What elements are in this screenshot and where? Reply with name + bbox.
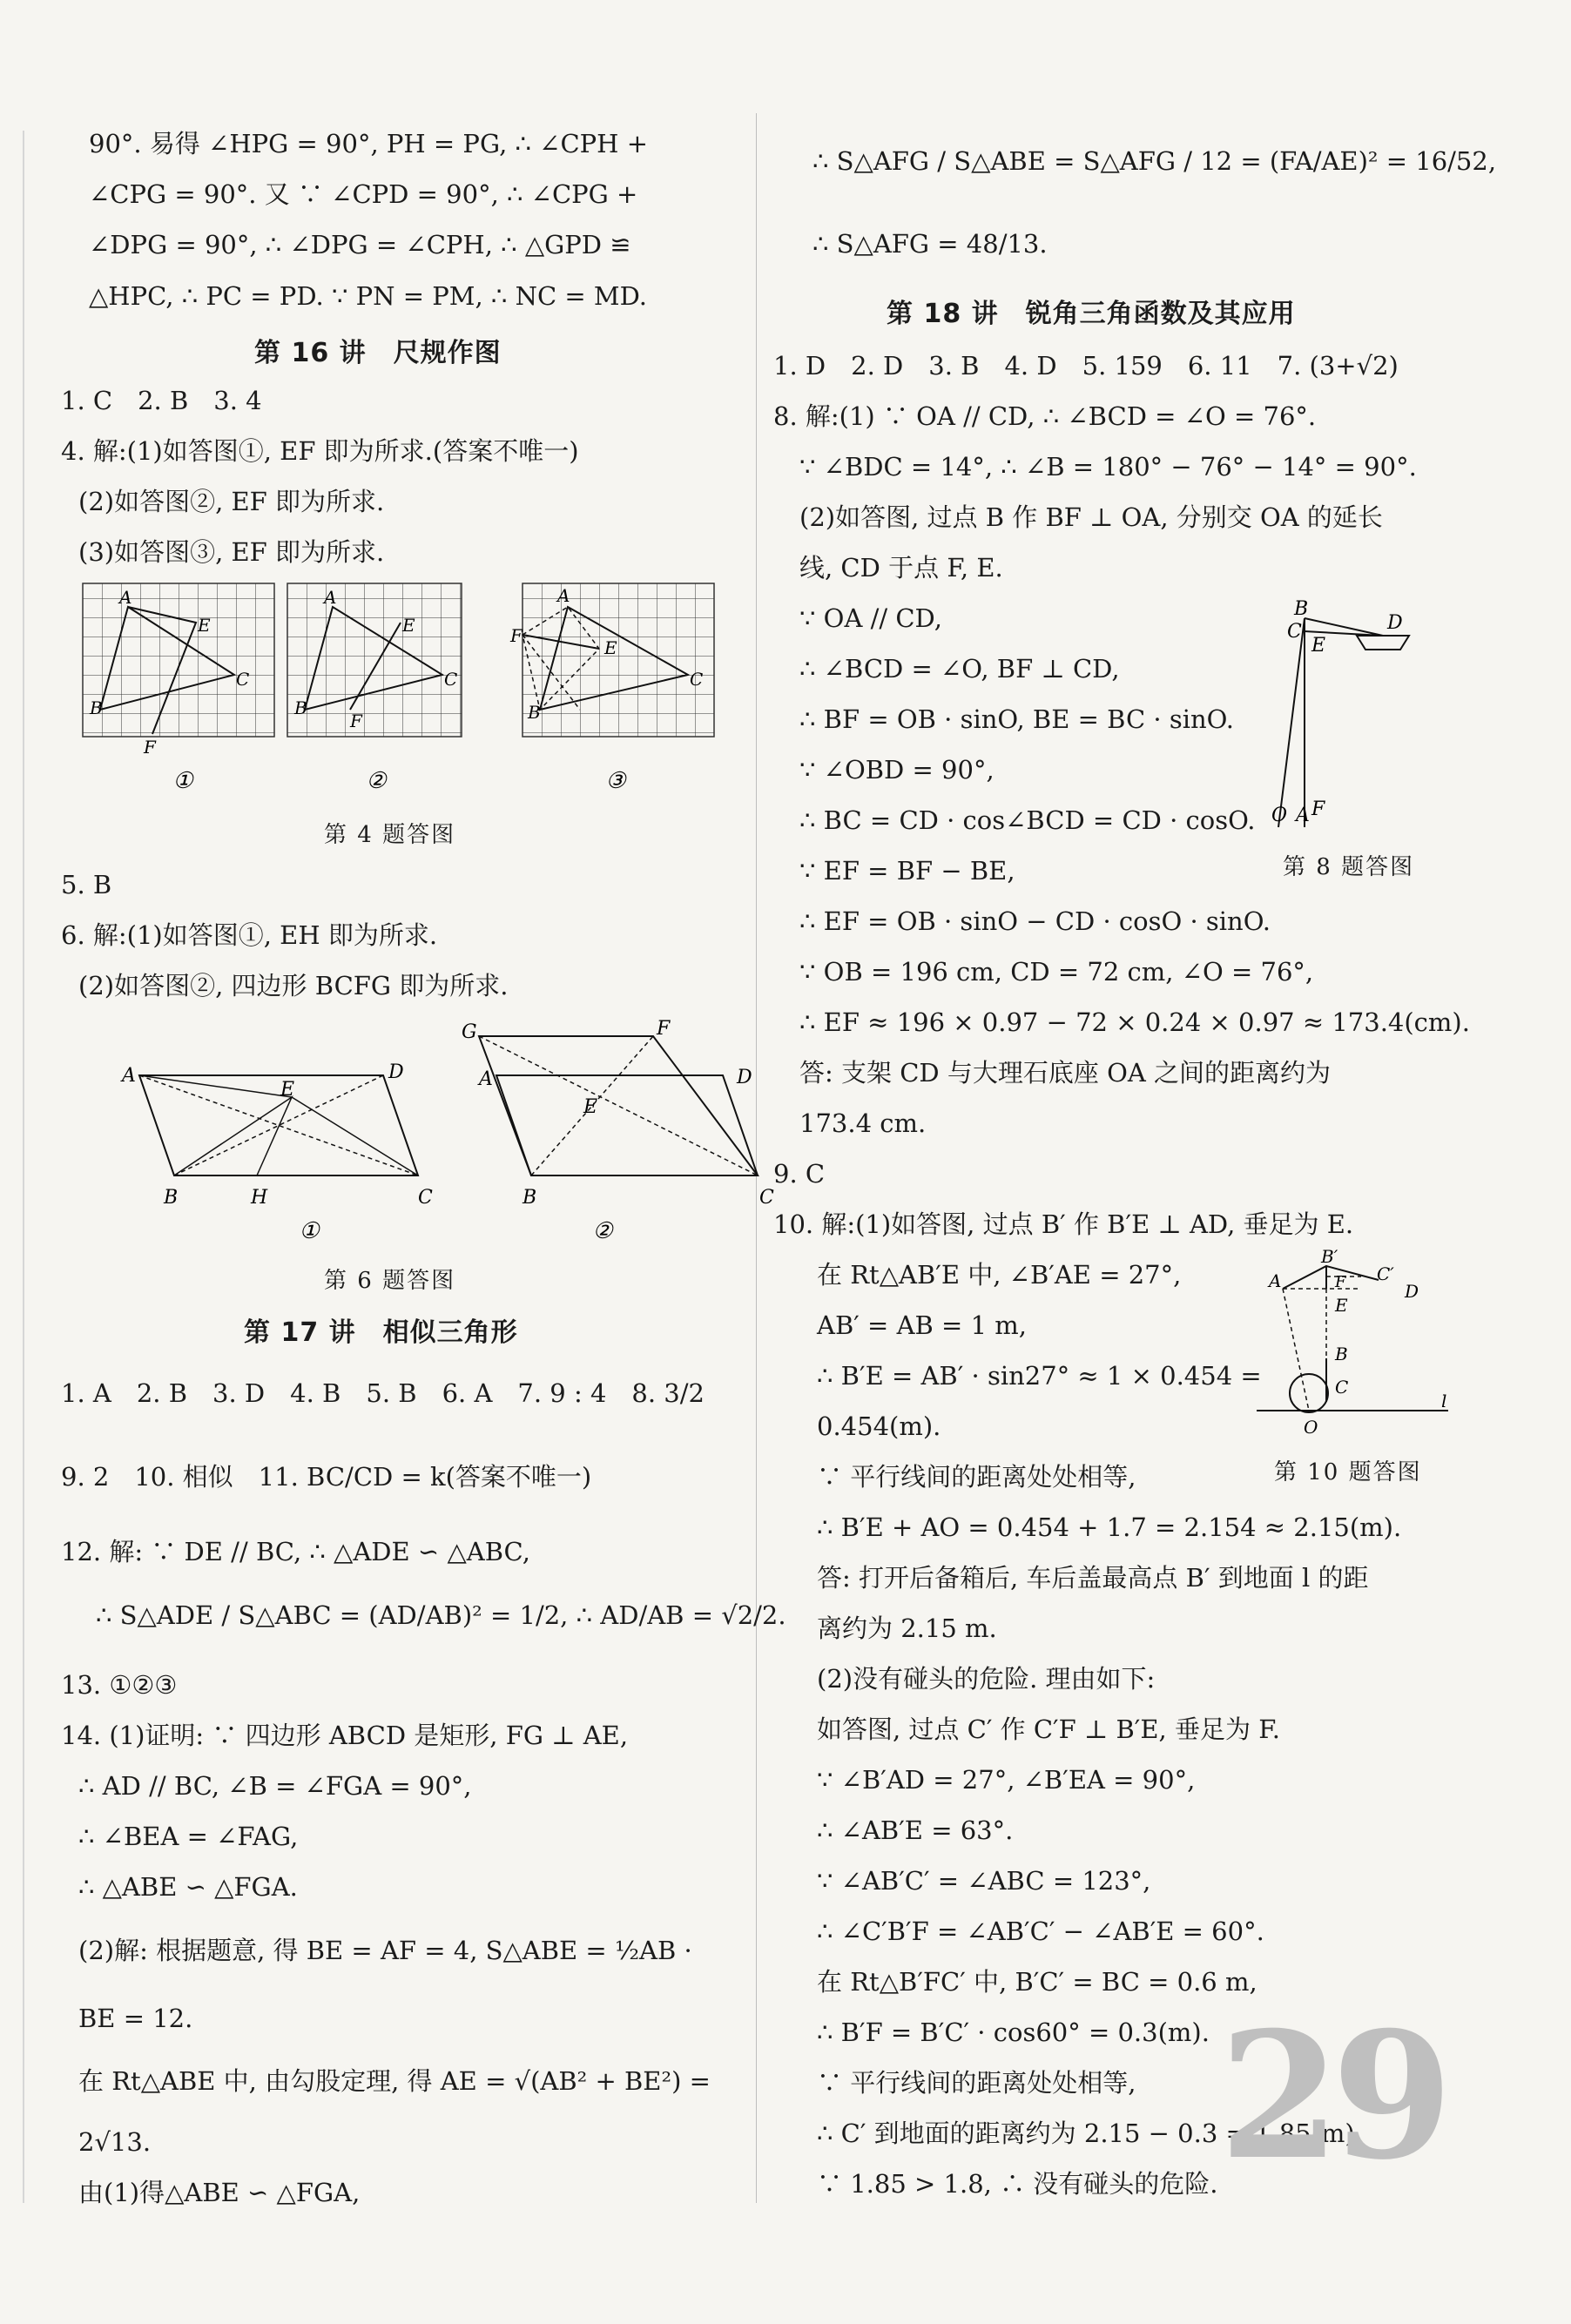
svg-text:A: A: [479, 1068, 493, 1090]
svg-text:l: l: [1441, 1391, 1447, 1411]
svg-text:C: C: [418, 1187, 433, 1209]
answer-line: ∵ 平行线间的距离处处相等,: [817, 2068, 1136, 2098]
column-divider: [756, 113, 757, 2203]
answer-line: 在 Rt△AB′E 中, ∠B′AE = 27°,: [817, 1260, 1182, 1290]
svg-text:A: A: [122, 1065, 136, 1087]
answer-line: 在 Rt△ABE 中, 由勾股定理, 得 AE = √(AB² + BE²) =: [78, 2066, 711, 2096]
answer-line: (2)如答图, 过点 B 作 BF ⊥ OA, 分别交 OA 的延长: [799, 502, 1383, 532]
svg-text:A: A: [119, 587, 132, 608]
answer-line: ∵ OB = 196 cm, CD = 72 cm, ∠O = 76°,: [799, 957, 1314, 987]
answer-line: 1. A 2. B 3. D 4. B 5. B 6. A 7. 9 : 4 8. 3/2: [61, 1378, 705, 1408]
svg-text:B: B: [528, 702, 541, 723]
section-title-16: 第 16 讲 尺规作图: [254, 338, 502, 368]
text-line: ∠CPG = 90°. 又 ∵ ∠CPD = 90°, ∴ ∠CPG +: [89, 179, 638, 209]
answer-line: 10. 解:(1)如答图, 过点 B′ 作 B′E ⊥ AD, 垂足为 E.: [773, 1209, 1354, 1239]
answer-line: 由(1)得△ABE ∽ △FGA,: [78, 2178, 361, 2207]
section-title-18: 第 18 讲 锐角三角函数及其应用: [887, 299, 1296, 329]
answer-line: (2)没有碰头的危险. 理由如下:: [817, 1664, 1156, 1694]
answer-line: 线, CD 于点 F, E.: [799, 553, 1003, 583]
fig4-mark-2: ②: [366, 768, 387, 794]
page-number: 29: [1219, 1994, 1445, 2199]
svg-text:O: O: [1271, 805, 1288, 826]
answer-line: 答: 支架 CD 与大理石底座 OA 之间的距离约为: [799, 1058, 1332, 1088]
svg-text:C: C: [1335, 1377, 1349, 1398]
answer-line: BE = 12.: [78, 2004, 193, 2033]
answer-line: ∴ EF = OB · sinO − CD · cosO · sinO.: [799, 906, 1271, 936]
answer-line: ∴ B′F = B′C′ · cos60° = 0.3(m).: [817, 2018, 1210, 2047]
svg-text:B′: B′: [1321, 1246, 1338, 1267]
svg-text:E: E: [1335, 1295, 1348, 1316]
svg-text:F: F: [510, 625, 523, 646]
svg-text:D: D: [1387, 612, 1403, 634]
text-line: 90°. 易得 ∠HPG = 90°, PH = PG, ∴ ∠CPH +: [89, 129, 648, 158]
svg-text:B: B: [523, 1187, 537, 1209]
answer-line: ∵ ∠BDC = 14°, ∴ ∠B = 180° − 76° − 14° = 90°.: [799, 452, 1417, 482]
svg-text:A: A: [324, 587, 337, 608]
svg-text:B: B: [164, 1187, 179, 1209]
answer-line: 12. 解: ∵ DE // BC, ∴ △ADE ∽ △ABC,: [61, 1537, 530, 1566]
answer-line: ∵ EF = BF − BE,: [799, 856, 1015, 886]
answer-line: (2)如答图②, EF 即为所求.: [78, 487, 385, 516]
svg-text:H: H: [251, 1187, 268, 1209]
svg-text:E: E: [583, 1096, 598, 1118]
grid-1: [83, 583, 274, 758]
svg-text:F: F: [144, 737, 156, 758]
answer-line: 8. 解:(1) ∵ OA // CD, ∴ ∠BCD = ∠O = 76°.: [773, 401, 1317, 431]
answer-line: (2)如答图②, 四边形 BCFG 即为所求.: [78, 971, 509, 1000]
figure-10-caption: 第 10 题答图: [1274, 1459, 1422, 1485]
answer-line: ∵ ∠AB′C′ = ∠ABC = 123°,: [817, 1866, 1151, 1896]
answer-line: 4. 解:(1)如答图①, EF 即为所求.(答案不唯一): [61, 436, 579, 466]
svg-text:F: F: [1311, 798, 1325, 820]
answer-line: ∵ ∠B′AD = 27°, ∠B′EA = 90°,: [817, 1765, 1196, 1795]
figure-8-lamp: [1270, 592, 1444, 845]
answer-line: 在 Rt△B′FC′ 中, B′C′ = BC = 0.6 m,: [817, 1967, 1257, 1997]
answer-line: ∴ △ABE ∽ △FGA.: [78, 1872, 298, 1902]
svg-text:D: D: [1405, 1281, 1419, 1302]
text-line: ∠DPG = 90°, ∴ ∠DPG = ∠CPH, ∴ △GPD ≌: [89, 230, 631, 259]
answer-line: ∵ OA // CD,: [799, 603, 942, 633]
answer-line: ∴ AD // BC, ∠B = ∠FGA = 90°,: [78, 1771, 472, 1801]
answer-line: 1. C 2. B 3. 4: [61, 386, 262, 415]
svg-text:O: O: [1304, 1417, 1318, 1438]
svg-text:B: B: [294, 697, 307, 718]
answer-line: ∴ S△ADE / S△ABC = (AD/AB)² = 1/2, ∴ AD/AB = √2/2.: [96, 1600, 786, 1630]
svg-text:C: C: [690, 669, 704, 690]
svg-text:D: D: [737, 1067, 752, 1088]
parallelogram-1: [120, 1061, 433, 1209]
answer-line: 答: 打开后备箱后, 车后盖最高点 B′ 到地面 l 的距: [817, 1563, 1369, 1593]
fig4-mark-1: ①: [172, 768, 193, 794]
svg-text:C: C: [1287, 621, 1302, 643]
svg-text:B: B: [90, 697, 103, 718]
svg-text:A: A: [557, 585, 570, 606]
answer-line: 9. 2 10. 相似 11. BC/CD = k(答案不唯一): [61, 1462, 592, 1492]
fig4-mark-3: ③: [605, 768, 626, 794]
figure-10-car-trunk: [1257, 1246, 1466, 1438]
figure-4-grids: [83, 579, 779, 814]
svg-text:E: E: [280, 1079, 295, 1101]
answer-line: 13. ①②③: [61, 1670, 178, 1700]
answer-line: ∴ B′E = AB′ · sin27° ≈ 1 × 0.454 =: [817, 1361, 1262, 1391]
figure-8-caption: 第 8 题答图: [1283, 854, 1415, 880]
figure-4-caption: 第 4 题答图: [324, 822, 456, 848]
parallelogram-2: [462, 1018, 774, 1209]
answer-line: ∵ ∠OBD = 90°,: [799, 755, 995, 785]
svg-text:A: A: [1269, 1270, 1282, 1291]
figure-6-caption: 第 6 题答图: [324, 1268, 456, 1294]
answer-line: ∴ EF ≈ 196 × 0.97 − 72 × 0.24 × 0.97 ≈ 173.4(cm).: [799, 1007, 1470, 1037]
answer-line: 5. B: [61, 870, 112, 899]
answer-line: ∴ BF = OB · sinO, BE = BC · sinO.: [799, 704, 1234, 734]
svg-text:F: F: [657, 1018, 671, 1040]
grid-3: [509, 583, 714, 737]
answer-line: 离约为 2.15 m.: [817, 1613, 997, 1643]
svg-text:C′: C′: [1377, 1263, 1394, 1284]
answer-line: ∴ ∠AB′E = 63°.: [817, 1815, 1014, 1845]
answer-line: 如答图, 过点 C′ 作 C′F ⊥ B′E, 垂足为 F.: [817, 1714, 1281, 1744]
text-line: ∴ S△AFG / S△ABE = S△AFG / 12 = (FA/AE)² = 16/52,: [812, 146, 1497, 176]
answer-line: ∴ ∠BCD = ∠O, BF ⊥ CD,: [799, 654, 1120, 684]
svg-text:E: E: [198, 615, 211, 636]
svg-text:A: A: [1296, 805, 1310, 826]
svg-text:E: E: [1311, 635, 1326, 657]
answer-line: ∵ 平行线间的距离处处相等,: [817, 1462, 1136, 1492]
section-title-17: 第 17 讲 相似三角形: [244, 1317, 518, 1348]
svg-text:F: F: [1335, 1273, 1346, 1291]
answer-line: 14. (1)证明: ∵ 四边形 ABCD 是矩形, FG ⊥ AE,: [61, 1721, 629, 1750]
answer-line: 173.4 cm.: [799, 1108, 927, 1138]
page-edge: [23, 131, 24, 2203]
answer-line: 6. 解:(1)如答图①, EH 即为所求.: [61, 920, 438, 950]
answer-line: (3)如答图③, EF 即为所求.: [78, 537, 385, 567]
svg-text:E: E: [402, 615, 415, 636]
answer-line: ∵ 1.85 > 1.8, ∴ 没有碰头的危险.: [817, 2169, 1218, 2199]
svg-text:C: C: [444, 669, 458, 690]
answer-line: ∴ C′ 到地面的距离约为 2.15 − 0.3 = 1.85(m).: [817, 2119, 1363, 2148]
fig6-mark-2: ②: [592, 1218, 613, 1244]
svg-text:E: E: [604, 637, 617, 658]
svg-text:F: F: [350, 711, 362, 731]
answer-line: 9. C: [773, 1159, 826, 1189]
figure-6-parallelograms: [122, 1010, 774, 1254]
answer-line: ∴ ∠BEA = ∠FAG,: [78, 1822, 299, 1851]
svg-text:B: B: [1294, 598, 1309, 620]
answer-line: 0.454(m).: [817, 1411, 941, 1441]
grid-2: [287, 583, 462, 737]
svg-text:B: B: [1335, 1344, 1348, 1364]
answer-line: (2)解: 根据题意, 得 BE = AF = 4, S△ABE = ½AB ·: [78, 1936, 692, 1965]
svg-text:D: D: [388, 1061, 404, 1083]
answer-line: 2√13.: [78, 2127, 152, 2157]
text-line: △HPC, ∴ PC = PD. ∵ PN = PM, ∴ NC = MD.: [89, 281, 648, 311]
answer-line: 1. D 2. D 3. B 4. D 5. 159 6. 11 7. (3+√2): [773, 351, 1399, 381]
svg-text:G: G: [462, 1021, 477, 1043]
answer-line: AB′ = AB = 1 m,: [817, 1310, 1027, 1340]
svg-text:C: C: [759, 1187, 774, 1209]
answer-line: ∴ BC = CD · cos∠BCD = CD · cosO.: [799, 805, 1256, 835]
fig6-mark-1: ①: [299, 1218, 320, 1244]
text-line: ∴ S△AFG = 48/13.: [812, 229, 1048, 259]
answer-line: ∴ ∠C′B′F = ∠AB′C′ − ∠AB′E = 60°.: [817, 1916, 1264, 1946]
answer-line: ∴ B′E + AO = 0.454 + 1.7 = 2.154 ≈ 2.15(m).: [817, 1512, 1402, 1542]
svg-text:C: C: [236, 669, 250, 690]
